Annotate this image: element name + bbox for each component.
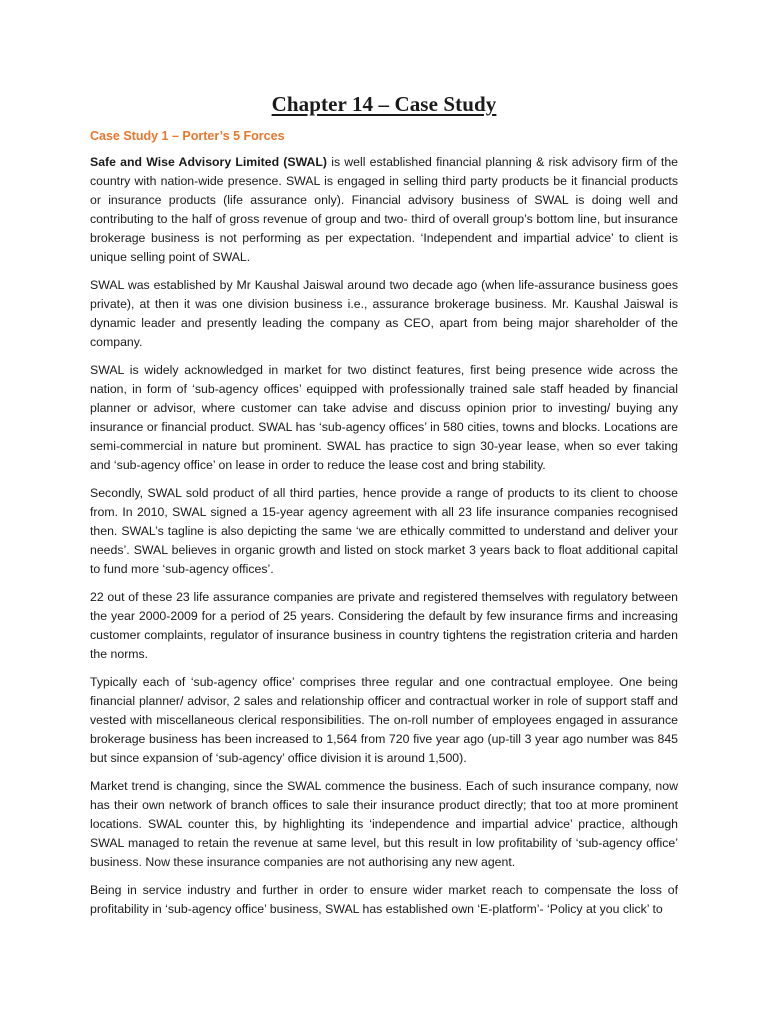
section-heading: Case Study 1 – Porter’s 5 Forces [90, 129, 285, 143]
paragraph-7: Market trend is changing, since the SWAL commence the business. Each of such insurance company, now has their own network of branch offices to sale their insurance product directly; that too at more prominent locations. SWAL counter this, by highlighting its ‘independence and impartial advice’ practice, although SWAL managed to retain the revenue at same level, but this result in low profitability of ‘sub-agency office’ business. Now these insurance companies are not authorising any new agent. [90, 779, 678, 869]
paragraph-1 [90, 153, 678, 267]
paragraph-4: Secondly, SWAL sold product of all third parties, hence provide a range of products to its client to choose from. In 2010, SWAL signed a 15-year agency agreement with all 23 life insurance companies recognised then. SWAL’s tagline is also depicting the same ‘we are ethically committed to understand and deliver your needs’. SWAL believes in organic growth and listed on stock market 3 years back to float additional capital to fund more ‘sub-agency offices’. [90, 486, 678, 576]
paragraph-6: Typically each of ‘sub-agency office’ comprises three regular and one contractual employee. One being financial planner/ advisor, 2 sales and relationship officer and contractual worker in role of support staff and vested with miscellaneous clerical responsibilities. The on-roll number of employees engaged in assurance brokerage business has been increased to 1,564 from 720 five year ago (up-till 3 year ago number was 845 but since expansion of ‘sub-agency’ office division it is around 1,500). [90, 675, 678, 765]
paragraph-5: 22 out of these 23 life assurance companies are private and registered themselves with regulatory between the year 2000-2009 for a period of 25 years. Considering the default by few insurance firms and increasing customer complaints, regulator of insurance business in country tightens the registration criteria and harden the norms. [90, 590, 678, 661]
paragraph-3: SWAL is widely acknowledged in market for two distinct features, first being presence wide across the nation, in form of ‘sub-agency offices’ equipped with professionally trained sale staff headed by financial planner or advisor, where customer can take advise and discuss opinion prior to investing/ buying any insurance or financial product. SWAL has ‘sub-agency offices’ in 580 cities, towns and blocks. Locations are semi-commercial in nature but prominent. SWAL has practice to sign 30-year lease, when so ever taking and ‘sub-agency office’ on lease in order to reduce the lease cost and bring stability. [90, 363, 678, 472]
paragraph-lead: Safe and Wise Advisory Limited (SWAL) [90, 155, 328, 169]
document-page [90, 92, 678, 928]
paragraph-8: Being in service industry and further in order to ensure wider market reach to compensate the loss of profitability in ‘sub-agency office’ business, SWAL has established own ‘E-platform’- ‘Policy at you click’ to [90, 883, 678, 916]
paragraph-text: is well established financial planning & risk advisory firm of the country with nation-wide presence. SWAL is engaged in selling third party products be it financial products or insurance products (life assurance only). Financial advisory business of SWAL is doing well and contributing to the half of gross revenue of group and two- third of overall group’s bottom line, but insurance brokerage business is not performing as per expectation. ‘Independent and impartial advice’ to client is unique selling point of SWAL. [90, 155, 678, 264]
paragraph-2: SWAL was established by Mr Kaushal Jaiswal around two decade ago (when life-assurance business goes private), at then it was one division business i.e., assurance brokerage business. Mr. Kaushal Jaiswal is dynamic leader and presently leading the company as CEO, apart from being major shareholder of the company. [90, 278, 678, 349]
chapter-title: Chapter 14 – Case Study [271, 92, 497, 116]
